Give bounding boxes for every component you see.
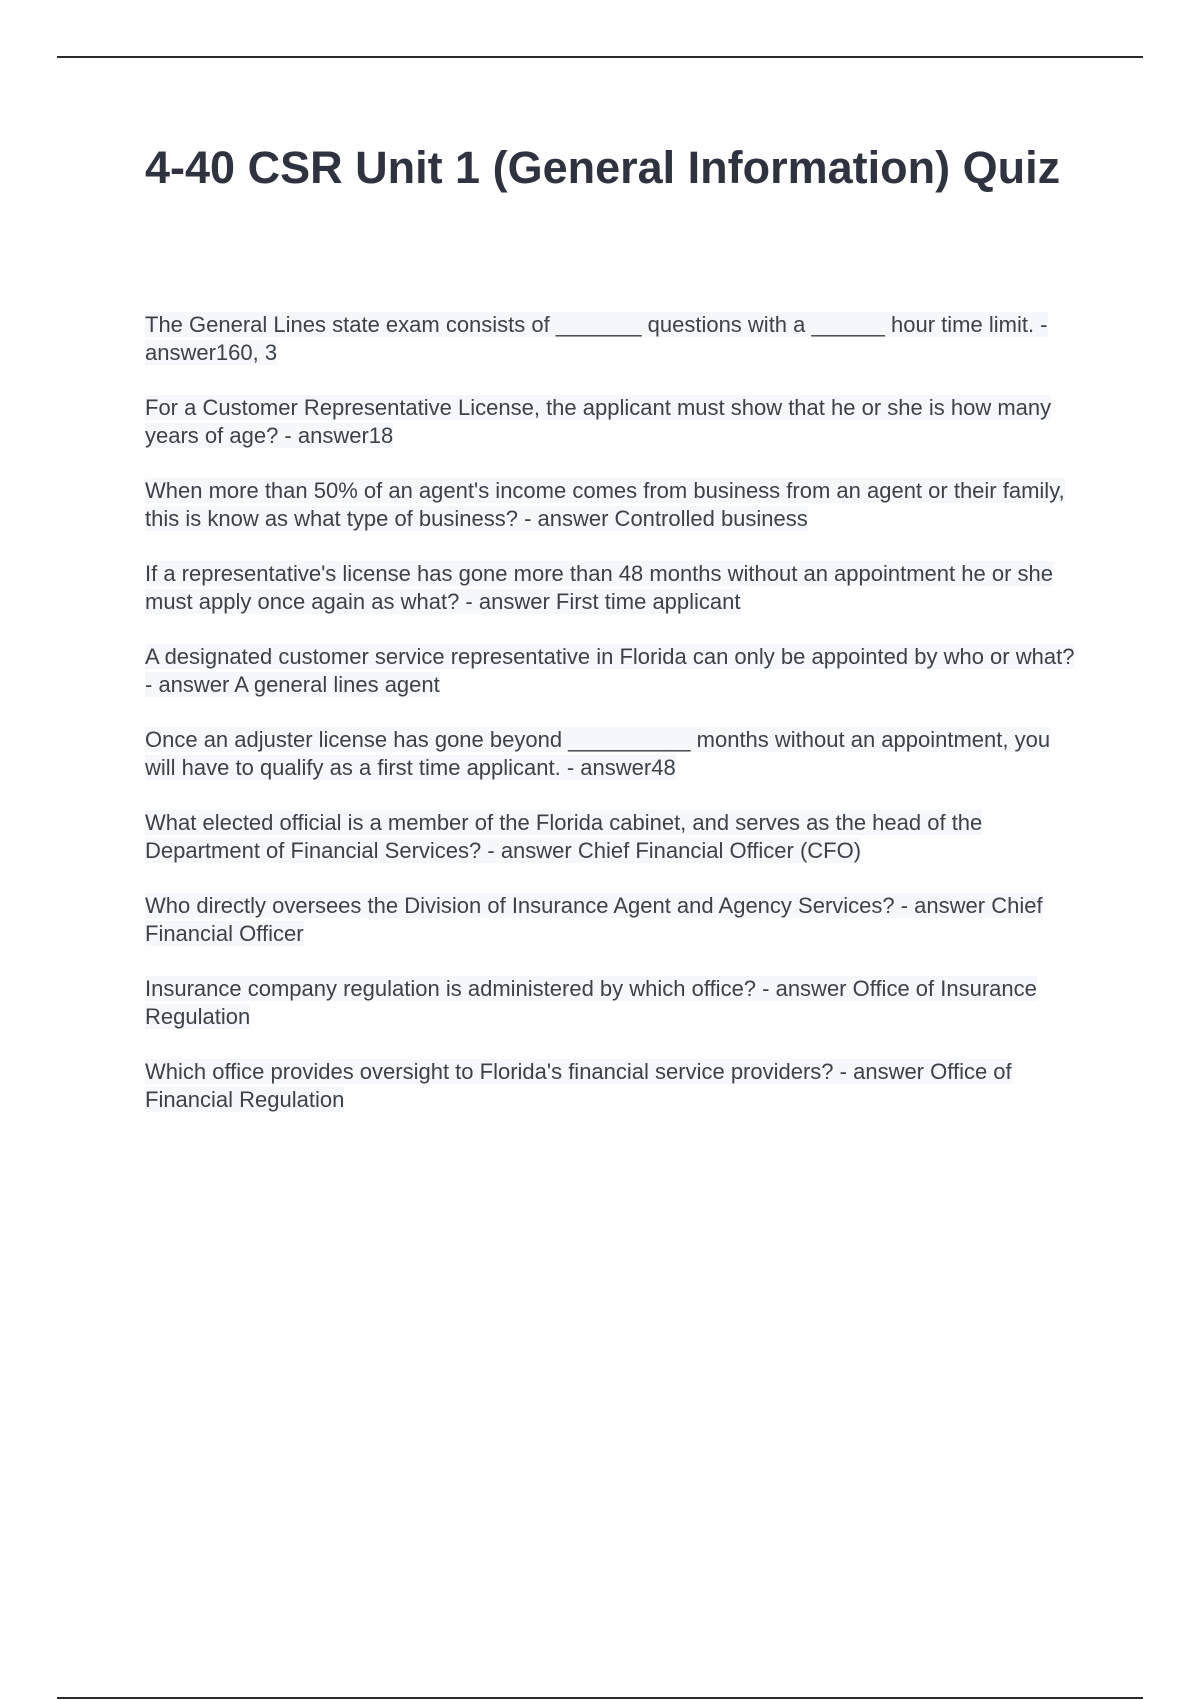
document-title: 4-40 CSR Unit 1 (General Information) Quiz <box>145 142 1061 193</box>
qa-text: Insurance company regulation is administered by which office? - answer Office of Insurance Regulation <box>145 976 1037 1029</box>
qa-text: A designated customer service representative in Florida can only be appointed by who or what? - answer A general lines agent <box>145 644 1075 697</box>
qa-text: Who directly oversees the Division of Insurance Agent and Agency Services? - answer Chief Financial Officer <box>145 893 1043 946</box>
top-rule <box>57 56 1143 58</box>
qa-text: If a representative's license has gone more than 48 months without an appointment he or she must apply once again as what? - answer First time applicant <box>145 561 1053 614</box>
qa-text: The General Lines state exam consists of _______ questions with a ______ hour time limit. - answer160, 3 <box>145 312 1048 365</box>
document-body <box>145 140 1085 1141</box>
bottom-rule <box>57 1697 1143 1699</box>
qa-item <box>145 726 1085 782</box>
qa-item <box>145 311 1085 367</box>
qa-text: Which office provides oversight to Florida's financial service providers? - answer Office of Financial Regulation <box>145 1059 1012 1112</box>
qa-item <box>145 560 1085 616</box>
qa-item <box>145 477 1085 533</box>
qa-item <box>145 1058 1085 1114</box>
qa-text: Once an adjuster license has gone beyond __________ months without an appointment, you will have to qualify as a first time applicant. - answer48 <box>145 727 1051 780</box>
qa-item <box>145 892 1085 948</box>
qa-text: What elected official is a member of the Florida cabinet, and serves as the head of the Department of Financial Services? - answer Chief Financial Officer (CFO) <box>145 810 983 863</box>
qa-item <box>145 975 1085 1031</box>
qa-text: When more than 50% of an agent's income comes from business from an agent or their family, this is know as what type of business? - answer Controlled business <box>145 478 1065 531</box>
qa-list <box>145 311 1085 1114</box>
qa-text: For a Customer Representative License, the applicant must show that he or she is how many years of age? - answer18 <box>145 395 1052 448</box>
qa-item <box>145 394 1085 450</box>
qa-item <box>145 809 1085 865</box>
qa-item <box>145 643 1085 699</box>
